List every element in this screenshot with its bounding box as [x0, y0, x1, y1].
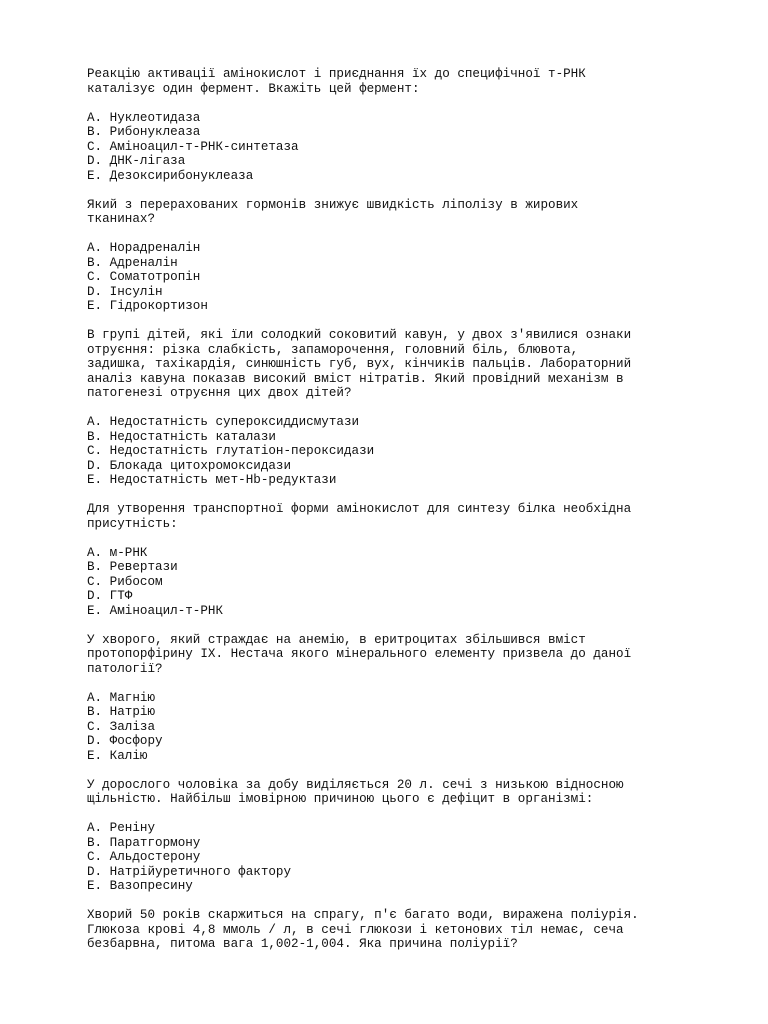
question-2 — [87, 198, 757, 314]
question-7 — [87, 908, 757, 952]
answer-option-b: B. Адреналін — [87, 255, 178, 270]
answer-option-b: B. Паратгормону — [87, 835, 201, 850]
question-stem: Для утворення транспортної форми амінокислот для синтезу білка необхідна присутність: — [87, 502, 632, 531]
document-page — [87, 67, 757, 966]
answer-option-e: E. Аміноацил-т-РНК — [87, 603, 224, 618]
answer-options — [87, 241, 757, 314]
answer-option-c: C. Заліза — [87, 719, 156, 734]
answer-options — [87, 546, 757, 619]
answer-option-a: A. Магнію — [87, 690, 156, 705]
answer-option-d: D. Фосфору — [87, 734, 163, 748]
answer-option-e: E. Гідрокортизон — [87, 299, 208, 313]
answer-option-c: C. Альдостерону — [87, 850, 201, 864]
question-6 — [87, 778, 757, 894]
answer-option-d: D. ГТФ — [87, 589, 133, 603]
answer-option-a: A. м-РНК — [87, 545, 148, 560]
answer-option-e: E. Недостатність мет-Hb-редуктази — [87, 473, 337, 487]
answer-option-a: A. Нуклеотидаза — [87, 110, 201, 125]
answer-option-e: E. Калію — [87, 748, 148, 763]
question-stem: У дорослого чоловіка за добу виділяється 20 л. сечі з низькою відносною щільністю. Найбільш імовірною причиною цього є дефіцит в організмі: — [87, 777, 624, 806]
answer-option-a: A. Недостатність супероксиддисмутази — [87, 415, 360, 429]
answer-option-c: C. Соматотропін — [87, 270, 201, 284]
answer-option-c: C. Аміноацил-т-РНК-синтетаза — [87, 139, 299, 154]
question-4 — [87, 502, 757, 618]
answer-options — [87, 691, 757, 764]
answer-option-e: E. Дезоксирибонуклеаза — [87, 168, 254, 183]
answer-option-b: B. Натрію — [87, 705, 156, 719]
question-stem: У хворого, який страждає на анемію, в еритроцитах збільшився вміст протопорфірину IX. Нестача якого мінерального елементу призвела до даної патології? — [87, 632, 632, 676]
answer-option-b: B. Рибонуклеаза — [87, 125, 201, 139]
question-stem: Реакцію активації амінокислот і приєднання їх до специфічної т-РНК каталізує один фермент. Вкажіть цей фермент: — [87, 67, 586, 96]
question-1 — [87, 67, 757, 183]
answer-option-e: E. Вазопресину — [87, 879, 193, 893]
answer-option-a: A. Реніну — [87, 821, 156, 835]
answer-option-d: D. Натрійуретичного фактору — [87, 864, 292, 879]
answer-option-b: B. Недостатність каталази — [87, 429, 276, 444]
answer-option-d: D. Інсулін — [87, 284, 163, 299]
question-stem: Який з перерахованих гормонів знижує швидкість ліполізу в жирових тканинах? — [87, 197, 579, 226]
answer-option-d: D. ДНК-лігаза — [87, 154, 186, 168]
question-stem: В групі дітей, які їли солодкий соковитий кавун, у двох з'явилися ознаки отруєння: різка слабкість, запаморочення, головний біль, блювота, задишка, тахікардія, синюшність губ, вух, кінчиків пальців. Лабораторний аналіз кавуна показав високий вміст нітратів. Який провідний механізм в патогенезі отруєння цих двох дітей? — [87, 328, 632, 400]
answer-options — [87, 415, 757, 488]
answer-option-a: A. Норадреналін — [87, 241, 201, 255]
question-3 — [87, 328, 757, 488]
answer-option-c: C. Недостатність глутатіон-пероксидази — [87, 444, 375, 458]
answer-option-b: B. Ревертази — [87, 560, 178, 574]
answer-options — [87, 821, 757, 894]
question-5 — [87, 633, 757, 764]
question-stem: Хворий 50 років скаржиться на спрагу, п'є багато води, виражена поліурія. Глюкоза крові 4,8 ммоль / л, в сечі глюкози і кетонових тіл немає, сеча безбарвна, питома вага 1,002-1,004. Яка причина поліурії? — [87, 908, 639, 951]
answer-option-c: C. Рибосом — [87, 574, 163, 589]
answer-options — [87, 111, 757, 184]
answer-option-d: D. Блокада цитохромоксидази — [87, 458, 292, 473]
